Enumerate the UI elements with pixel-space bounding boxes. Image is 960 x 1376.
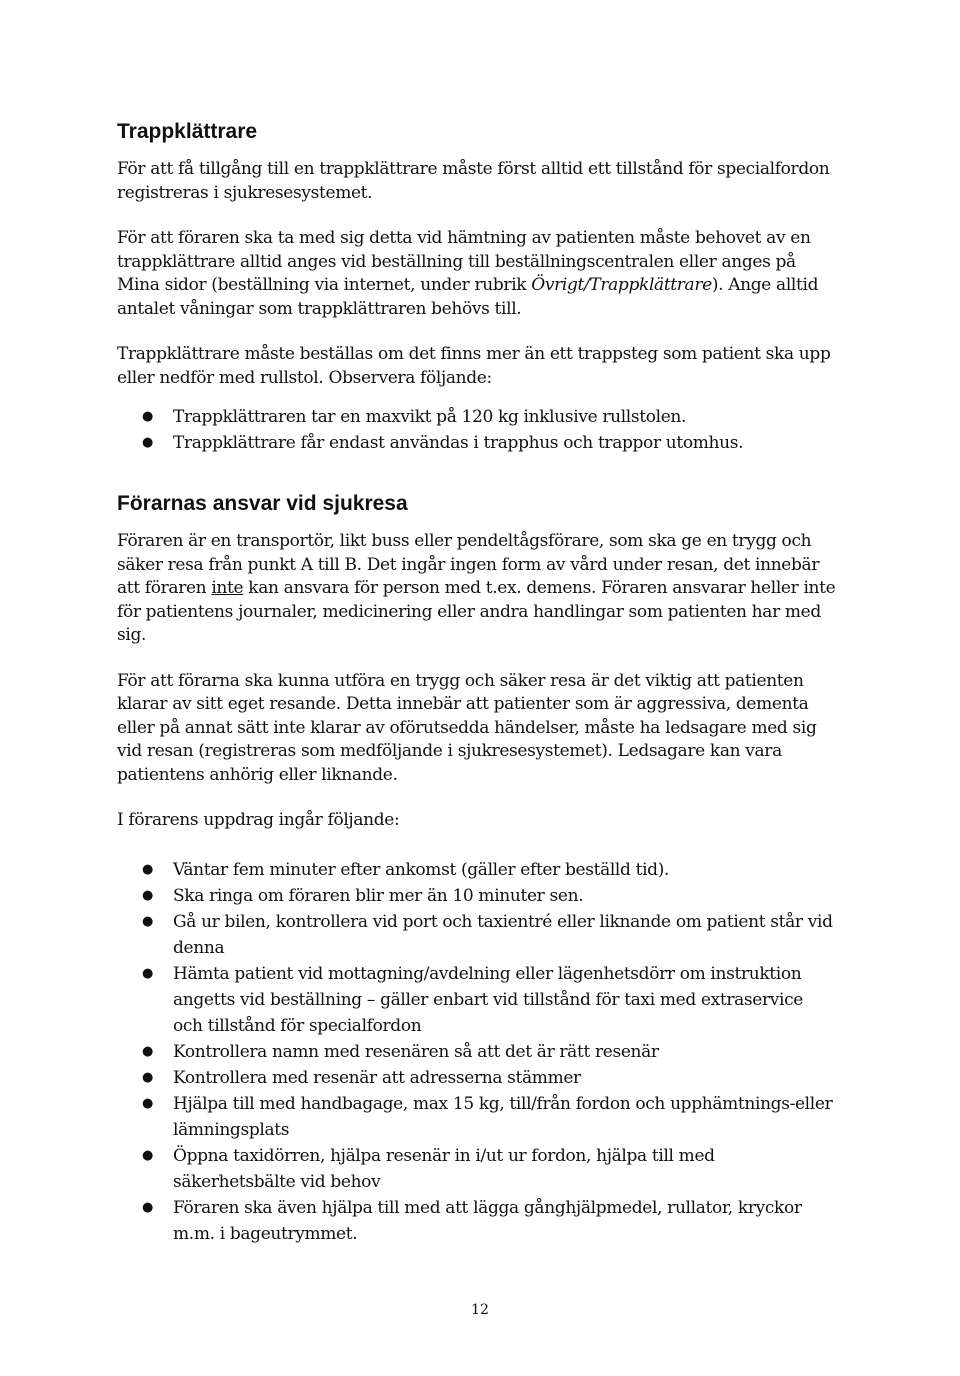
text-run: Föraren är en transportör, likt buss eller pendeltågsförare, som ska ge en trygg och säker resa från punkt A till B. Det ingår ingen form av vård under resan, det innebär att föraren [117,531,820,598]
paragraph: I förarens uppdrag ingår följande: [117,810,400,830]
list-item [117,404,837,430]
bullet-list [117,857,837,1247]
list-item [117,1143,837,1195]
text-run: kan ansvara för person med t.ex. demens. Föraren ansvarar heller inte för patientens journaler, medicinering eller andra handlingar som patienten har med sig. [117,578,836,645]
paragraph: Trappklättrare måste beställas om det finns mer än ett trappsteg som patient ska upp eller nedför med rullstol. Observera följande: [117,344,831,388]
page-content [117,118,837,1269]
list-item-text: Öppna taxidörren, hjälpa resenär in i/ut ur fordon, hjälpa till med säkerhetsbälte vid behov [173,1145,715,1192]
bullet-icon: ● [142,1147,153,1163]
text-run: För att föraren ska ta med sig detta vid hämtning av patienten måste behovet av en trappklättrare alltid anges vid beställning till beställningscentralen eller anges på Mina sidor (beställning via internet, under rubrik [117,228,811,295]
list-item-text: Trappklättrare får endast användas i trapphus och trappor utomhus. [173,433,744,453]
bullet-icon: ● [142,1199,153,1215]
text-run: ). Ange alltid antalet våningar som trappklättraren behövs till. [117,275,819,319]
paragraph: För att få tillgång till en trappklättrare måste först alltid ett tillstånd för specialfordon registreras i sjukresesystemet. [117,159,830,203]
bullet-icon: ● [142,965,153,981]
page-number: 12 [471,1302,489,1318]
underlined-text: inte [211,578,244,598]
list-item [117,909,837,961]
paragraph [117,530,837,648]
bullet-icon: ● [142,1069,153,1085]
list-item [117,857,837,883]
bullet-icon: ● [142,1043,153,1059]
bullet-list [117,404,837,456]
list-item-text: Kontrollera namn med resenären så att det är rätt resenär [173,1041,659,1062]
list-item [117,961,837,1039]
list-item-text: Föraren ska även hjälpa till med att lägga gånghjälpmedel, rullator, kryckor m.m. i bageutrymmet. [173,1197,802,1244]
paragraph: För att förarna ska kunna utföra en trygg och säker resa är det viktig att patienten klarar av sitt eget resande. Detta innebär att patienter som är aggressiva, dementa eller på annat sätt inte klarar av oförutsedda händelser, måste ha ledsagare med sig vid resan (registreras som medföljande i sjukresesystemet). Ledsagare kan vara patientens anhörig eller liknande. [117,670,817,785]
list-item-text: Kontrollera med resenär att adresserna stämmer [173,1067,581,1088]
list-item-text: Trappklättraren tar en maxvikt på 120 kg inklusive rullstolen. [173,407,687,427]
bullet-icon: ● [142,1095,153,1111]
bullet-icon: ● [142,913,153,929]
list-item-text: Hjälpa till med handbagage, max 15 kg, till/från fordon och upphämtnings-eller lämningsplats [173,1093,833,1140]
bullet-icon: ● [142,435,153,450]
list-item [117,1065,837,1091]
bullet-icon: ● [142,861,153,877]
list-item [117,1195,837,1247]
list-item [117,430,837,456]
emphasis-text: Övrigt/Trappklättrare [531,275,712,295]
list-item [117,1039,837,1065]
section-heading-forarnas-ansvar: Förarnas ansvar vid sjukresa [117,492,408,515]
list-item-text: Gå ur bilen, kontrollera vid port och taxientré eller liknande om patient står vid denna [173,911,833,958]
paragraph [117,227,837,321]
list-item-text: Väntar fem minuter efter ankomst (gäller efter beställd tid). [173,859,670,880]
bullet-icon: ● [142,409,153,424]
list-item-text: Ska ringa om föraren blir mer än 10 minuter sen. [173,885,584,906]
list-item [117,883,837,909]
bullet-icon: ● [142,887,153,903]
list-item [117,1091,837,1143]
list-item-text: Hämta patient vid mottagning/avdelning eller lägenhetsdörr om instruktion angetts vid beställning – gäller enbart vid tillstånd för taxi med extraservice och tillstånd för specialfordon [173,963,803,1036]
section-heading-trappklattrare: Trappklättrare [117,120,258,143]
